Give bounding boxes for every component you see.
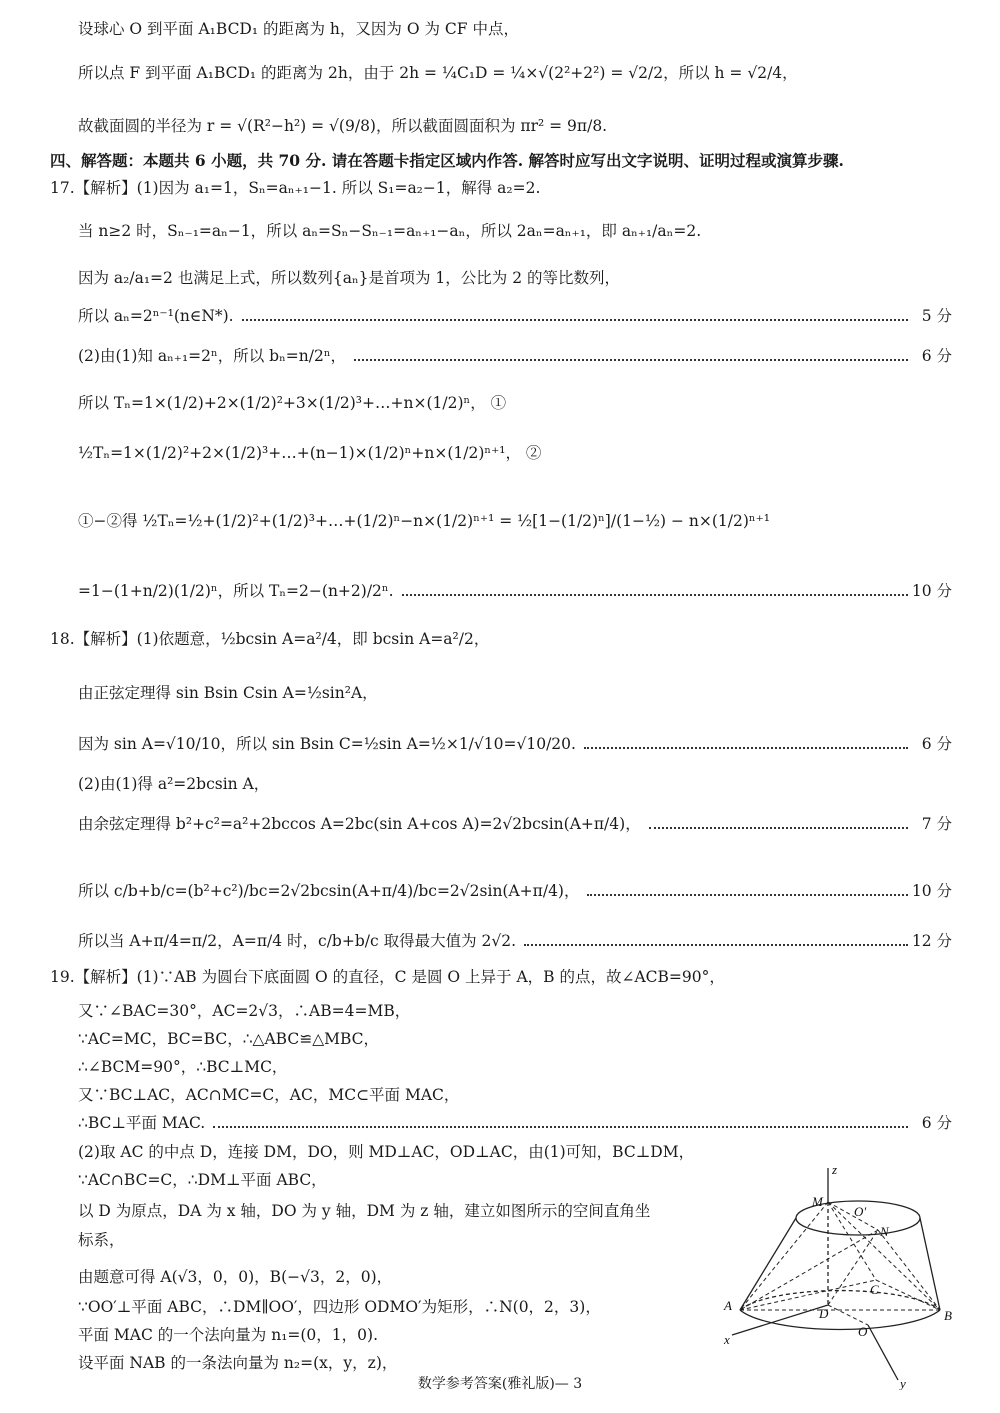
text-line: =1−(1+n/2)(1/2)ⁿ，所以 Tₙ=2−(n+2)/2ⁿ. xyxy=(78,582,394,600)
text-line: ∵AC=MC，BC=BC，∴△ABC≌△MBC， xyxy=(78,1030,380,1048)
text-line: 由题意可得 A(√3，0，0)，B(−√3，2，0)， xyxy=(78,1268,393,1286)
dot-leader xyxy=(524,944,908,946)
text-line: ½Tₙ=1×(1/2)²+2×(1/2)³+…+(n−1)×(1/2)ⁿ+n×(1/2)ⁿ⁺¹， ② xyxy=(78,444,542,462)
text-line: 标系， xyxy=(78,1231,125,1249)
score-mark: 5 分 xyxy=(921,307,952,325)
label-A: A xyxy=(724,1298,732,1313)
text-line: 所以当 A+π/4=π/2，A=π/4 时，c/b+b/c 取得最大值为 2√2. xyxy=(78,932,517,950)
text-line: 19.【解析】(1)∵AB 为圆台下底面圆 O 的直径，C 是圆 O 上异于 A，B 的点，故∠ACB=90°， xyxy=(50,968,725,986)
label-x: x xyxy=(724,1332,730,1347)
label-C: C xyxy=(870,1282,879,1297)
label-M: M xyxy=(812,1194,823,1209)
text-line: 设平面 NAB 的一条法向量为 n₂=(x，y，z)， xyxy=(78,1354,398,1372)
text-line: 平面 MAC 的一个法向量为 n₁=(0，1，0). xyxy=(78,1326,378,1344)
text-line: 18.【解析】(1)依题意，½bcsin A=a²/4，即 bcsin A=a²/2， xyxy=(50,630,490,648)
dot-leader xyxy=(242,319,908,321)
dot-leader xyxy=(587,894,908,896)
text-line: ∵AC∩BC=C，∴DM⊥平面 ABC， xyxy=(78,1171,327,1189)
text-line: 17.【解析】(1)因为 a₁=1，Sₙ=aₙ₊₁−1. 所以 S₁=a₂−1，解得 a₂=2. xyxy=(50,179,541,197)
text-line: 所以 c/b+b/c=(b²+c²)/bc=2√2bcsin(A+π/4)/bc=2√2sin(A+π/4)， xyxy=(78,882,580,900)
text-line: (2)由(1)得 a²=2bcsin A， xyxy=(78,775,270,793)
dot-leader xyxy=(402,594,908,596)
text-line: ∵OO′⊥平面 ABC，∴DM∥OO′，四边形 ODMO′为矩形，∴N(0，2，3)， xyxy=(78,1298,601,1316)
text-line: 以 D 为原点，DA 为 x 轴，DO 为 y 轴，DM 为 z 轴，建立如图所示的空间直角坐 xyxy=(78,1202,651,1220)
label-z: z xyxy=(832,1162,838,1177)
text-line: 所以 aₙ=2ⁿ⁻¹(n∈N*). xyxy=(78,307,234,325)
dot-leader xyxy=(213,1126,908,1128)
text-line: 由余弦定理得 b²+c²=a²+2bccos A=2bc(sin A+cos A)=2√2bcsin(A+π/4)， xyxy=(78,815,641,833)
text-line: 当 n≥2 时，Sₙ₋₁=aₙ−1，所以 aₙ=Sₙ−Sₙ₋₁=aₙ₊₁−aₙ，所以 2aₙ=aₙ₊₁，即 aₙ₊₁/aₙ=2. xyxy=(78,222,702,240)
score-mark: 7 分 xyxy=(921,815,952,833)
text-line: ∴BC⊥平面 MAC. xyxy=(78,1114,206,1132)
score-mark: 10 分 xyxy=(911,882,952,900)
label-N: N xyxy=(880,1224,889,1239)
text-line: 四、解答题：本题共 6 小题，共 70 分. 请在答题卡指定区域内作答. 解答时应写出文字说明、证明过程或演算步骤. xyxy=(50,151,844,170)
score-mark: 10 分 xyxy=(911,582,952,600)
score-mark: 6 分 xyxy=(921,1114,952,1132)
frustum-coordinate-figure xyxy=(718,1160,968,1390)
text-line: 又∵BC⊥AC，AC∩MC=C，AC，MC⊂平面 MAC， xyxy=(78,1086,460,1104)
dot-leader xyxy=(354,359,908,361)
dot-leader xyxy=(584,747,908,749)
text-line: 所以点 F 到平面 A₁BCD₁ 的距离为 2h，由于 2h = ¼C₁D = ¼×√(2²+2²) = √2/2，所以 h = √2/4， xyxy=(78,64,798,82)
text-line: ∴∠BCM=90°，∴BC⊥MC， xyxy=(78,1058,288,1076)
label-y: y xyxy=(900,1376,906,1390)
text-line: 又∵∠BAC=30°，AC=2√3，∴AB=4=MB， xyxy=(78,1002,411,1020)
text-line: 故截面圆的半径为 r = √(R²−h²) = √(9/8)，所以截面圆面积为 πr² = 9π/8. xyxy=(78,117,608,135)
score-mark: 12 分 xyxy=(911,932,952,950)
text-line: 因为 sin A=√10/10，所以 sin Bsin C=½sin A=½×1/√10=√10/20. xyxy=(78,735,576,753)
text-line: (2)由(1)知 aₙ₊₁=2ⁿ，所以 bₙ=n/2ⁿ， xyxy=(78,347,347,365)
dot-leader xyxy=(649,827,908,829)
text-line: ①−②得 ½Tₙ=½+(1/2)²+(1/2)³+…+(1/2)ⁿ−n×(1/2)ⁿ⁺¹ = ½[1−(1/2)ⁿ]/(1−½) − n×(1/2)ⁿ⁺¹ xyxy=(78,512,770,530)
score-mark: 6 分 xyxy=(921,735,952,753)
text-line: 由正弦定理得 sin Bsin Csin A=½sin²A， xyxy=(78,684,378,702)
score-mark: 6 分 xyxy=(921,347,952,365)
page-footer: 数学参考答案(雅礼版)— 3 xyxy=(417,1376,583,1392)
label-O1: O′ xyxy=(854,1204,867,1219)
label-D: D xyxy=(819,1306,829,1321)
text-line: (2)取 AC 的中点 D，连接 DM，DO，则 MD⊥AC，OD⊥AC，由(1)可知，BC⊥DM， xyxy=(78,1143,695,1161)
text-line: 因为 a₂/a₁=2 也满足上式，所以数列{aₙ}是首项为 1，公比为 2 的等比数列， xyxy=(78,269,621,287)
label-O: O xyxy=(858,1324,868,1339)
text-line: 设球心 O 到平面 A₁BCD₁ 的距离为 h，又因为 O 为 CF 中点， xyxy=(78,20,519,38)
text-line: 所以 Tₙ=1×(1/2)+2×(1/2)²+3×(1/2)³+…+n×(1/2)ⁿ， ① xyxy=(78,394,507,412)
label-B: B xyxy=(944,1308,952,1323)
